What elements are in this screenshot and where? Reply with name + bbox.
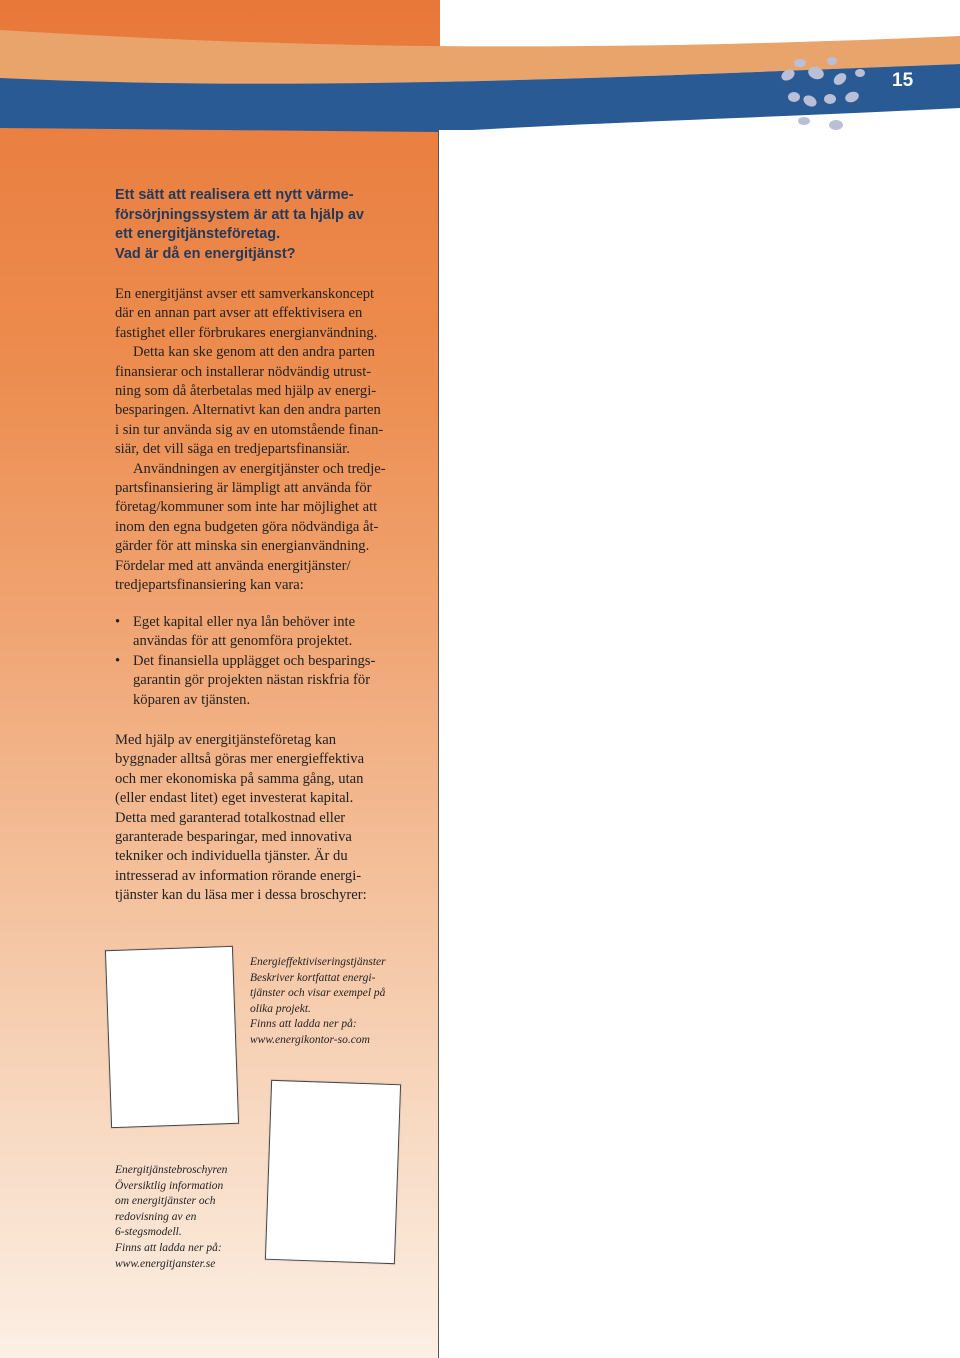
bullet-mark: • [115, 614, 121, 630]
brochure-image-energieffektivisering [105, 946, 239, 1128]
heading-line: ett energitjänsteföretag. [115, 226, 281, 242]
caption-line: 6-stegsmodell. [115, 1226, 182, 1239]
text-line: och mer ekonomiska på samma gång, utan [115, 770, 364, 787]
bullet-mark: • [115, 652, 121, 669]
caption-line: redovisning av en [115, 1210, 197, 1223]
text-line: köparen av tjänsten. [133, 691, 251, 708]
brochure-image-energitjanstebroschyren [265, 1080, 401, 1264]
list-item [115, 613, 375, 652]
text-line: Fördelar med att använda energitjänster/ [115, 557, 351, 574]
text-line: garanterade besparingar, med innovativa [115, 829, 352, 846]
text-line: byggnader alltså göras mer energieffektiva [115, 751, 365, 768]
heading-line: Ett sätt att realisera ett nytt värme- [115, 187, 354, 203]
brochure-caption-1 [250, 955, 386, 1049]
caption-line: om energitjänster och [115, 1195, 216, 1208]
text-line: i sin tur använda sig av en utomstående finan- [115, 421, 384, 438]
text-line: användas för att genomföra projektet. [133, 633, 353, 650]
conclusion-paragraph [115, 731, 415, 906]
text-line: Det finansiella upplägget och besparings- [133, 652, 376, 669]
list-item [115, 652, 375, 710]
heading-line: Vad är då en energitjänst? [115, 245, 296, 262]
text-line: besparingen. Alternativt kan den andra parten [115, 402, 381, 419]
text-line: finansierar och installerar nödvändig utrust- [115, 363, 372, 380]
page-number: 15 [892, 70, 914, 91]
text-line: tredjepartsfinansiering kan vara: [115, 577, 304, 594]
text-line: Eget kapital eller nya lån behöver inte [133, 614, 356, 630]
text-line: Detta kan ske genom att den andra parten [133, 344, 375, 361]
text-line: garantin gör projekten nästan riskfria för [133, 672, 371, 689]
text-line: tjänster kan du läsa mer i dessa broschyrer: [115, 887, 367, 904]
benefits-list [115, 613, 375, 710]
caption-title: Energieffektiviseringstjänster [250, 956, 386, 968]
text-line: tekniker och individuella tjänster. Är du [115, 848, 348, 865]
text-line: intresserad av information rörande energi- [115, 867, 362, 884]
caption-line: Finns att ladda ner på: [250, 1018, 357, 1031]
caption-link[interactable]: www.energitjanster.se [115, 1257, 216, 1270]
text-line: (eller endast litet) eget investerat kapital. [115, 790, 354, 807]
brochure-caption-2 [115, 1163, 227, 1272]
caption-line: olika projekt. [250, 1002, 311, 1015]
text-line: gärder för att minska sin energianvändning. [115, 538, 370, 555]
text-line: ning som då återbetalas med hjälp av energi- [115, 383, 377, 400]
caption-link[interactable]: www.energikontor-so.com [250, 1033, 370, 1046]
text-line: företag/kommuner som inte har möjlighet att [115, 499, 378, 516]
text-line: inom den egna budgeten göra nödvändiga åt- [115, 518, 379, 535]
heading-line: försörjningssystem är att ta hjälp av [115, 206, 364, 223]
text-line: siär, det vill säga en tredjepartsfinansiär. [115, 441, 350, 458]
image-placeholder-area [438, 130, 960, 1358]
text-line: Detta med garanterad totalkostnad eller [115, 809, 346, 826]
text-line: Användningen av energitjänster och tredje- [133, 460, 386, 477]
caption-title: Energitjänstebroschyren [115, 1164, 228, 1176]
text-line: En energitjänst avser ett samverkanskoncept [115, 286, 375, 302]
caption-line: Översiktlig information [115, 1179, 224, 1192]
text-line: fastighet eller förbrukares energianvändning. [115, 324, 378, 341]
caption-line: Finns att ladda ner på: [115, 1241, 222, 1254]
section-heading [115, 186, 425, 264]
intro-paragraph [115, 285, 415, 596]
text-line: Med hjälp av energitjänsteföretag kan [115, 732, 336, 748]
text-line: där en annan part avser att effektivisera en [115, 305, 363, 322]
text-line: partsfinansiering är lämpligt att använda för [115, 480, 372, 497]
caption-line: tjänster och visar exempel på [250, 987, 386, 1000]
caption-line: Beskriver kortfattat energi- [250, 971, 376, 984]
decorative-dots-logo [770, 55, 880, 135]
